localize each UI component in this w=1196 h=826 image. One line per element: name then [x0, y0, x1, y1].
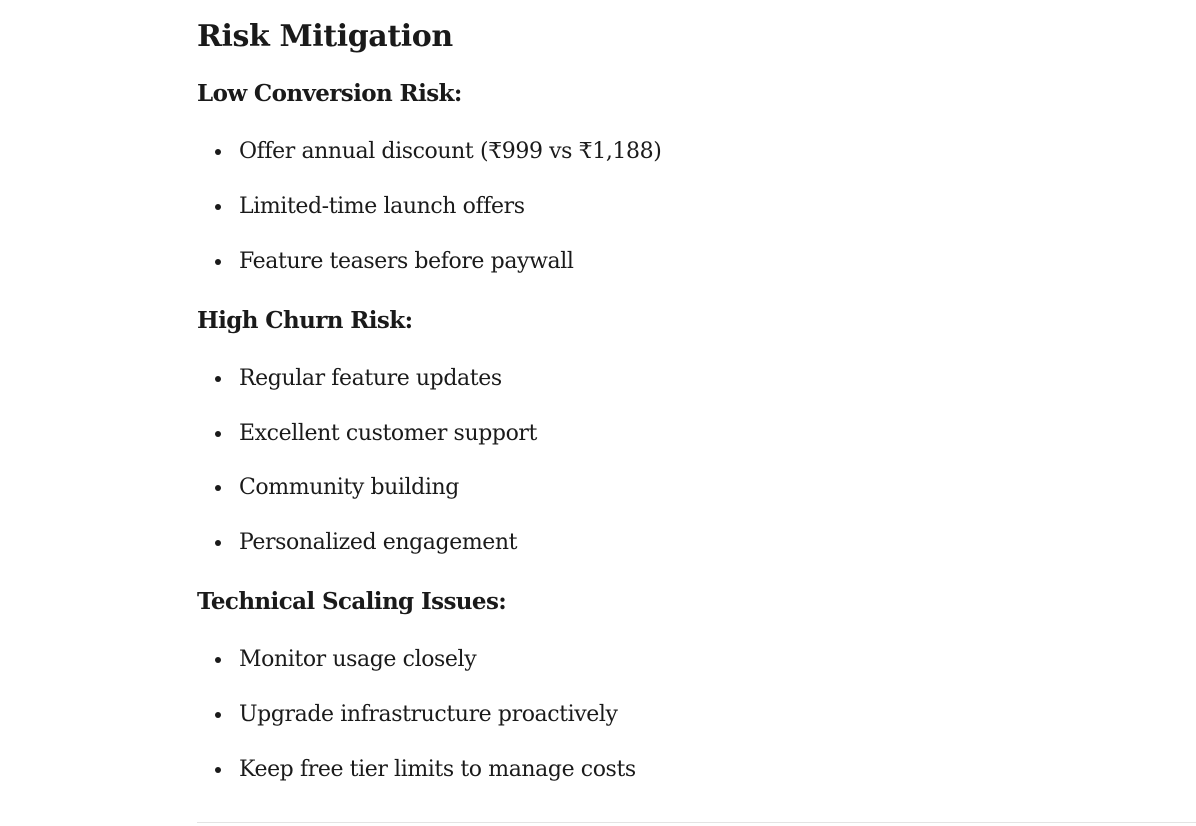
- bullet-icon: [215, 767, 221, 773]
- list-item-text: Monitor usage closely: [239, 647, 477, 672]
- section-heading-low-conversion-risk: Low Conversion Risk:: [197, 80, 462, 107]
- section-divider: [197, 822, 1196, 823]
- list-item-text: Keep free tier limits to manage costs: [239, 757, 636, 782]
- page-title: Risk Mitigation: [197, 19, 453, 54]
- bullet-icon: [215, 431, 221, 437]
- section-heading-high-churn-risk: High Churn Risk:: [197, 307, 413, 334]
- list-item: [215, 700, 618, 730]
- bullet-icon: [215, 376, 221, 382]
- bullet-icon: [215, 204, 221, 210]
- section-heading-technical-scaling-issues: Technical Scaling Issues:: [197, 588, 507, 615]
- list-item: [215, 192, 525, 222]
- list-item-text: Feature teasers before paywall: [239, 249, 574, 274]
- list-item: [215, 645, 476, 675]
- list-item: [215, 247, 574, 277]
- list-item-text: Upgrade infrastructure proactively: [239, 702, 618, 727]
- list-item: [215, 364, 502, 394]
- bullet-icon: [215, 712, 221, 718]
- list-item: [215, 528, 517, 558]
- list-item-text: Offer annual discount (₹999 vs ₹1,188): [239, 139, 662, 164]
- list-item: [215, 137, 661, 167]
- list-item-text: Community building: [239, 475, 459, 500]
- list-item-text: Limited-time launch offers: [239, 194, 525, 219]
- list-item: [215, 473, 459, 503]
- bullet-icon: [215, 259, 221, 265]
- bullet-icon: [215, 149, 221, 155]
- bullet-icon: [215, 657, 221, 663]
- list-item: [215, 419, 537, 449]
- bullet-icon: [215, 485, 221, 491]
- list-item-text: Regular feature updates: [239, 366, 502, 391]
- list-item-text: Personalized engagement: [239, 530, 518, 555]
- bullet-icon: [215, 540, 221, 546]
- list-item-text: Excellent customer support: [239, 421, 537, 446]
- list-item: [215, 755, 636, 785]
